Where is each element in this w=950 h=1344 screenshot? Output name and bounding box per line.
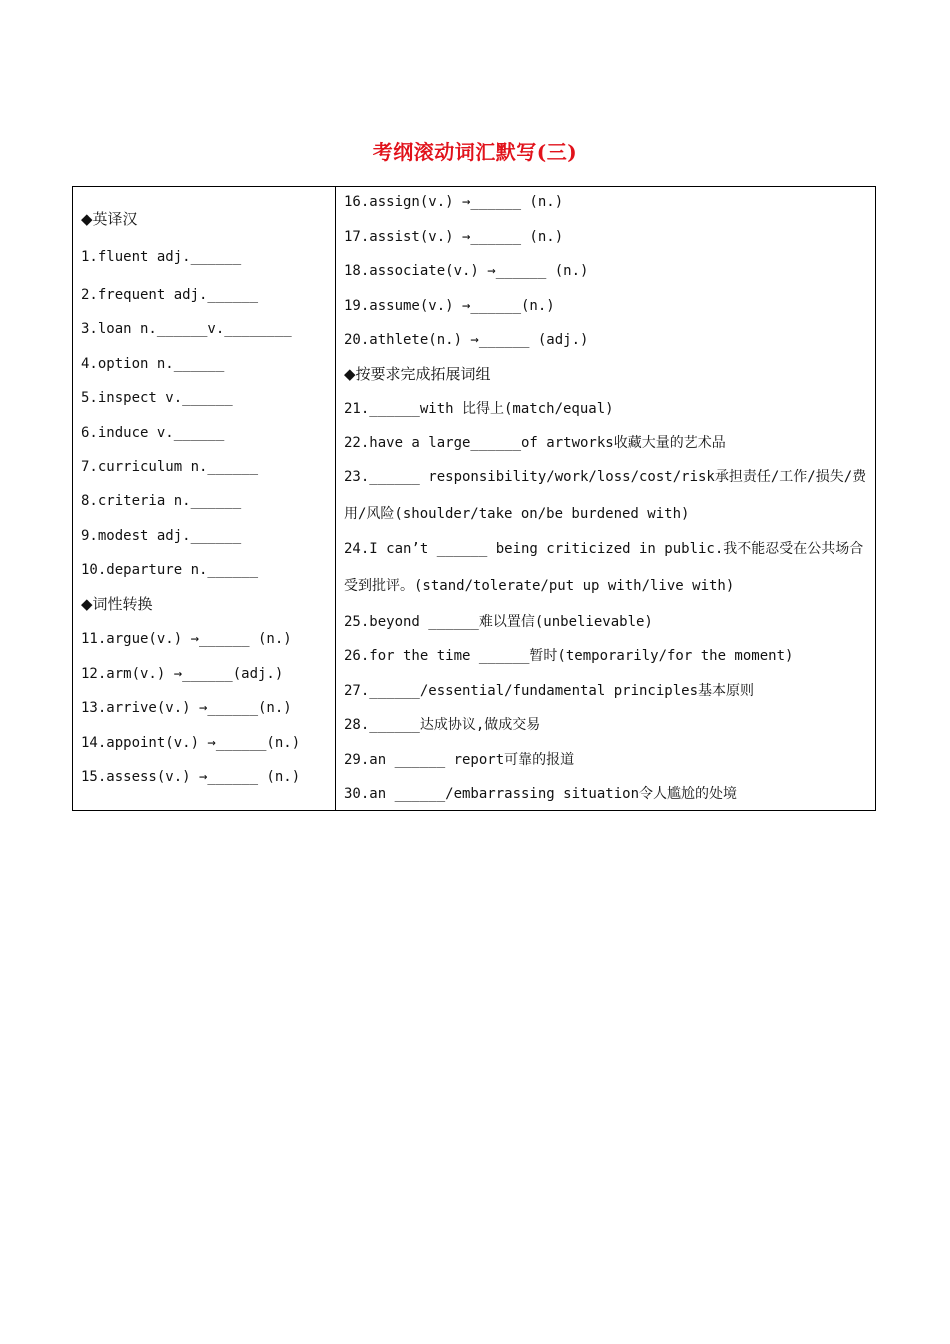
list-item: 6.induce v.______ (81, 425, 225, 441)
section-heading-word-forms: ◆词性转换 (81, 595, 153, 613)
list-item: 1.fluent adj.______ (81, 249, 242, 265)
list-item: 7.curriculum n.______ (81, 459, 259, 475)
list-item: 28.______达成协议,做成交易 (344, 717, 541, 733)
list-item: 8.criteria n.______ (81, 493, 242, 509)
section-heading-phrases: ◆按要求完成拓展词组 (344, 365, 491, 383)
list-item: 18.associate(v.) →______ (n.) (344, 263, 589, 279)
list-item: 16.assign(v.) →______ (n.) (344, 194, 564, 210)
list-item: 15.assess(v.) →______ (n.) (81, 769, 301, 785)
vocabulary-table (72, 186, 876, 811)
list-item: 12.arm(v.) →______(adj.) (81, 666, 284, 682)
list-item: 30.an ______/embarrassing situation令人尴尬的处境 (344, 786, 738, 802)
list-item: 29.an ______ report可靠的报道 (344, 752, 575, 768)
list-item: 17.assist(v.) →______ (n.) (344, 229, 564, 245)
list-item: 21.______with 比得上(match/equal) (344, 401, 614, 417)
page-title: 考纲滚动词汇默写(三) (372, 140, 578, 164)
list-item: 3.loan n.______v.________ (81, 321, 292, 337)
list-item: 5.inspect v.______ (81, 390, 233, 406)
list-item: 26.for the time ______暂时(temporarily/for the moment) (344, 648, 794, 664)
list-item: 27.______/essential/fundamental principles基本原则 (344, 683, 755, 699)
section-heading-en-to-cn: ◆英译汉 (81, 210, 138, 228)
list-item: 24.I can’t ______ being criticized in public.我不能忍受在公共场合受到批评。(stand/tolerate/put up with/live with) (344, 541, 864, 594)
list-item: 10.departure n.______ (81, 562, 259, 578)
list-item: 14.appoint(v.) →______(n.) (81, 735, 301, 751)
list-item: 20.athlete(n.) →______ (adj.) (344, 332, 589, 348)
list-item: 9.modest adj.______ (81, 528, 242, 544)
column-divider (335, 187, 336, 810)
list-item: 22.have a large______of artworks收藏大量的艺术品 (344, 435, 726, 451)
list-item: 19.assume(v.) →______(n.) (344, 298, 555, 314)
list-item: 2.frequent adj.______ (81, 287, 259, 303)
list-item: 25.beyond ______难以置信(unbelievable) (344, 614, 653, 630)
list-item: 11.argue(v.) →______ (n.) (81, 631, 292, 647)
list-item: 4.option n.______ (81, 356, 225, 372)
list-item: 13.arrive(v.) →______(n.) (81, 700, 292, 716)
list-item: 23.______ responsibility/work/loss/cost/risk承担责任/工作/损失/费用/风险(shoulder/take on/be burdened with) (344, 469, 867, 522)
